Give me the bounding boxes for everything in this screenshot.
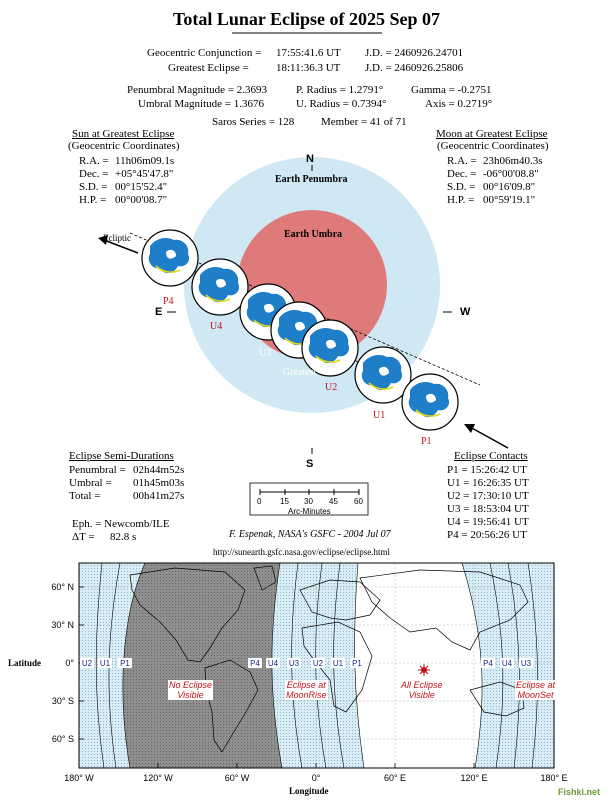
semi-row-label: Umbral = xyxy=(69,477,112,489)
source-url[interactable]: http://sunearth.gsfc.nasa.gov/eclipse/eclipse.html xyxy=(213,547,390,557)
saros-member: Member = 41 of 71 xyxy=(321,116,407,128)
map-curve-label: U3 xyxy=(288,659,300,668)
sun-row-label: R.A. = xyxy=(79,155,109,167)
longitude-tick: 0° xyxy=(311,773,321,783)
semi-row-value: 00h41m27s xyxy=(133,490,185,502)
contact-row: U4 = 19:56:41 UT xyxy=(447,516,529,528)
moonrise-note: Eclipse at MoonRise xyxy=(286,680,327,700)
map-curve-label: U1 xyxy=(99,659,111,668)
map-curve-label: U4 xyxy=(501,659,513,668)
scale-tick-0: 0 xyxy=(257,497,262,506)
map-curve-label: P1 xyxy=(120,659,130,668)
map-curve-label: U1 xyxy=(332,659,344,668)
sun-row-value: 11h06m09.1s xyxy=(115,155,175,167)
greatest-time: 18:11:36.3 UT xyxy=(276,62,341,74)
semi-row-label: Penumbral = xyxy=(69,464,126,476)
axis-value: Axis = 0.2719° xyxy=(425,98,493,110)
moon-label-u3: U3 xyxy=(259,348,272,359)
contact-row: P1 = 15:26:42 UT xyxy=(447,464,527,476)
semi-row-label: Total = xyxy=(69,490,101,502)
moon-p4 xyxy=(142,230,198,286)
moon-label-u4: U4 xyxy=(210,321,223,332)
conjunction-time: 17:55:41.6 UT xyxy=(276,47,341,59)
moon-title: Moon at Greatest Eclipse xyxy=(436,128,548,140)
scale-tick-15: 15 xyxy=(280,497,289,506)
moon-row-value: 00°59'19.1" xyxy=(483,194,536,206)
delta-t-label: ΔT = xyxy=(72,531,95,543)
map-curve-label: U2 xyxy=(81,659,93,668)
conjunction-label: Geocentric Conjunction = xyxy=(147,47,262,59)
latitude-tick: 60° S xyxy=(51,734,74,744)
contact-row: U2 = 17:30:10 UT xyxy=(447,490,529,502)
longitude-tick: 120° E xyxy=(460,773,488,783)
moon-row-label: R.A. = xyxy=(447,155,477,167)
sun-row-label: H.P. = xyxy=(79,194,107,206)
scale-tick-30: 30 xyxy=(304,497,313,506)
map-curve-label: P4 xyxy=(250,659,260,668)
saros-series: Saros Series = 128 xyxy=(212,116,295,128)
semi-title: Eclipse Semi-Durations xyxy=(69,450,174,462)
sun-row-value: 00°15'52.4" xyxy=(115,181,168,193)
semi-row-value: 01h45m03s xyxy=(133,477,185,489)
scale-label: Arc-Minutes xyxy=(288,507,331,516)
umbral-magnitude: Umbral Magnitude = 1.3676 xyxy=(138,98,264,110)
penumbral-radius: P. Radius = 1.2791° xyxy=(296,84,384,96)
map-curve-label: U3 xyxy=(520,659,532,668)
map-curve-label: U4 xyxy=(267,659,279,668)
delta-t-value: 82.8 s xyxy=(110,531,137,543)
semi-row-value: 02h44m52s xyxy=(133,464,185,476)
moon-row-value: -06°00'08.8" xyxy=(483,168,539,180)
umbra-label: Earth Umbra xyxy=(284,229,343,240)
scale-tick-60: 60 xyxy=(354,497,363,506)
moon-subtitle: (Geocentric Coordinates) xyxy=(437,140,549,152)
umbral-radius: U. Radius = 0.7394° xyxy=(296,98,387,110)
longitude-tick: 120° W xyxy=(143,773,173,783)
longitude-tick: 180° W xyxy=(64,773,94,783)
east-label: E xyxy=(155,306,163,318)
moon-row-label: S.D. = xyxy=(447,181,476,193)
moon-label-greatest: Greatest xyxy=(283,367,317,378)
conjunction-jd: J.D. = 2460926.24701 xyxy=(365,47,464,59)
contact-row: U3 = 18:53:04 UT xyxy=(447,503,529,515)
credit: F. Espenak, NASA's GSFC - 2004 Jul 07 xyxy=(229,529,391,540)
map-curve-label: U2 xyxy=(312,659,324,668)
latitude-tick: 30° N xyxy=(51,620,74,630)
west-label: W xyxy=(460,306,471,318)
latitude-tick: 0° xyxy=(65,658,74,668)
moon-label-u1: U1 xyxy=(373,410,386,421)
longitude-tick: 60° W xyxy=(224,773,250,783)
sun-row-label: S.D. = xyxy=(79,181,108,193)
no-eclipse-note: No Eclipse Visible xyxy=(169,680,213,700)
longitude-tick: 60° E xyxy=(383,773,407,783)
all-visible-note: All Eclipse Visible xyxy=(401,680,443,700)
longitude-label: Longitude xyxy=(289,786,329,796)
contacts-title: Eclipse Contacts xyxy=(454,450,528,462)
page-title: Total Lunar Eclipse of 2025 Sep 07 xyxy=(173,9,441,29)
longitude-tick: 180° E xyxy=(540,773,568,783)
moon-p1 xyxy=(402,374,458,430)
contact-row: P4 = 20:56:26 UT xyxy=(447,529,527,541)
greatest-jd: J.D. = 2460926.25806 xyxy=(365,62,464,74)
motion-arrow-line xyxy=(470,427,508,448)
moon-row-label: H.P. = xyxy=(447,194,475,206)
scale-tick-45: 45 xyxy=(329,497,338,506)
penumbral-magnitude: Penumbral Magnitude = 2.3693 xyxy=(127,84,268,96)
sun-subtitle: (Geocentric Coordinates) xyxy=(68,140,180,152)
moon-row-value: 23h06m40.3s xyxy=(483,155,543,167)
moon-label-u2: U2 xyxy=(325,382,338,393)
north-label: N xyxy=(306,153,314,165)
moon-row-label: Dec. = xyxy=(447,168,477,180)
latitude-tick: 60° N xyxy=(51,582,74,592)
moon-label-p4: P4 xyxy=(163,296,174,307)
latitude-label: Latitude xyxy=(8,658,42,668)
sun-row-value: +05°45'47.8" xyxy=(115,168,174,180)
moon-u4 xyxy=(192,259,248,315)
ecliptic-label: Ecliptic xyxy=(103,233,131,243)
watermark: Fishki.net xyxy=(558,787,601,797)
gamma-value: Gamma = -0.2751 xyxy=(411,84,492,96)
moon-label-p1: P1 xyxy=(421,436,432,447)
south-label: S xyxy=(306,458,314,470)
greatest-label: Greatest Eclipse = xyxy=(168,62,249,74)
sun-row-label: Dec. = xyxy=(79,168,109,180)
ephemeris: Eph. = Newcomb/ILE xyxy=(72,518,170,530)
map-curve-label: P4 xyxy=(483,659,493,668)
sun-title: Sun at Greatest Eclipse xyxy=(72,128,175,140)
latitude-tick: 30° S xyxy=(51,696,74,706)
sun-row-value: 00°00'08.7" xyxy=(115,194,168,206)
penumbra-label: Earth Penumbra xyxy=(275,174,348,185)
map-curve-label: P1 xyxy=(352,659,362,668)
moon-row-value: 00°16'09.8" xyxy=(483,181,536,193)
contact-row: U1 = 16:26:35 UT xyxy=(447,477,529,489)
moonset-note: Eclipse at MoonSet xyxy=(516,680,556,700)
